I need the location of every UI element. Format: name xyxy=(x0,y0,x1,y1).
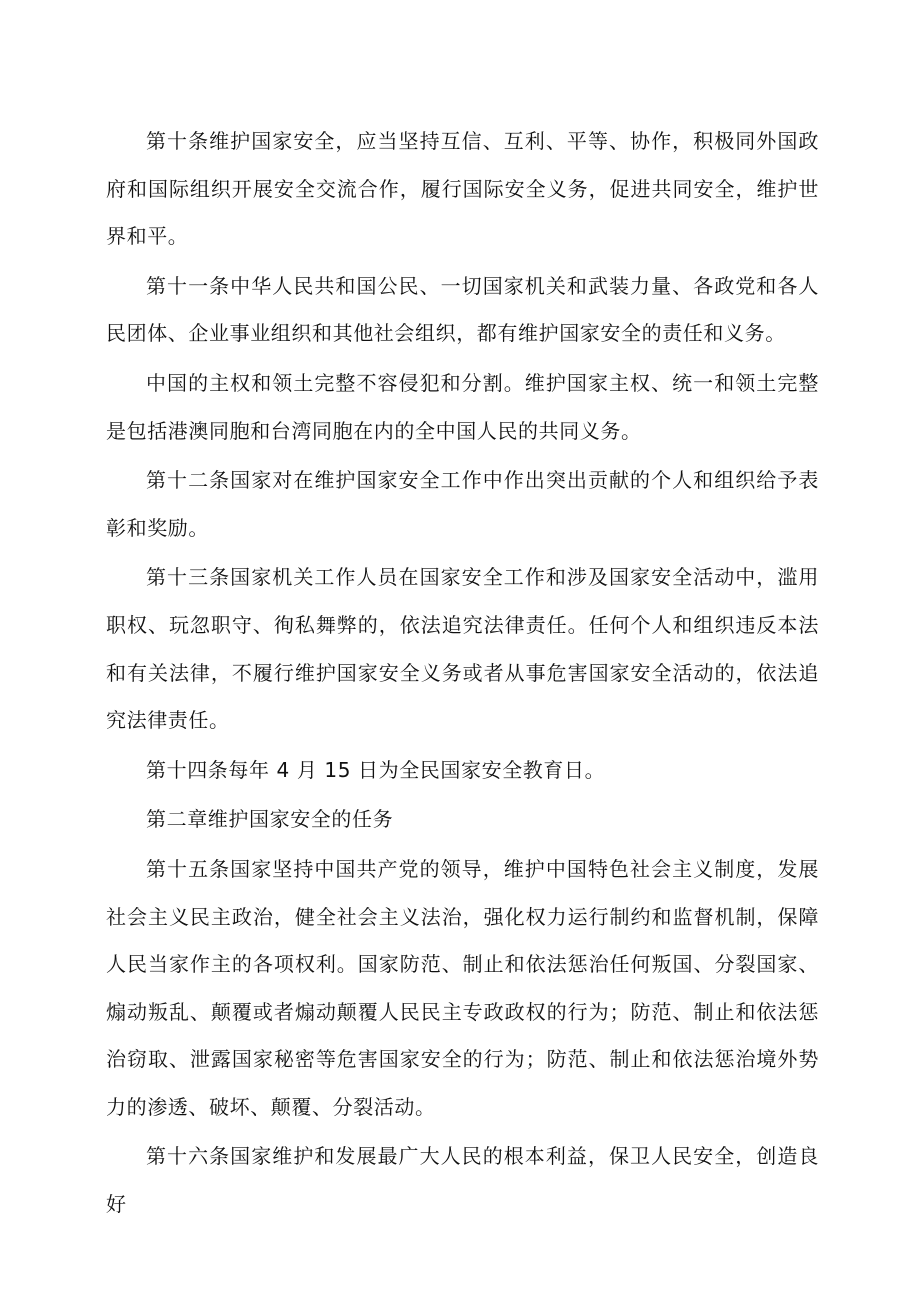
paragraph-article-14: 第十四条每年 4 月 15 日为全民国家安全教育日。 xyxy=(146,757,606,782)
paragraph-article-11: 第十一条中华人民共和国公民、一切国家机关和武装力量、各政党和各人民团体、企业事业组织和其他社会组织，都有维护国家安全的责任和义务。 xyxy=(106,273,819,346)
paragraph-article-12: 第十二条国家对在维护国家安全工作中作出突出贡献的个人和组织给予表彰和奖励。 xyxy=(106,468,819,540)
paragraph-article-10: 第十条维护国家安全，应当坚持互信、互利、平等、协作，积极同外国政府和国际组织开展安全交流合作，履行国际安全义务，促进共同安全，维护世界和平。 xyxy=(106,129,819,249)
paragraph-article-13: 第十三条国家机关工作人员在国家安全工作和涉及国家安全活动中，滥用职权、玩忽职守、徇私舞弊的，依法追究法律责任。任何个人和组织违反本法和有关法律，不履行维护国家安全义务或者从事危害国家安全活动的，依法追究法律责任。 xyxy=(106,565,819,733)
paragraph-sovereignty: 中国的主权和领土完整不容侵犯和分割。维护国家主权、统一和领土完整是包括港澳同胞和台湾同胞在内的全中国人民的共同义务。 xyxy=(106,370,819,443)
chapter-heading: 第二章维护国家安全的任务 xyxy=(146,807,394,832)
paragraph-article-16: 第十六条国家维护和发展最广大人民的根本利益，保卫人民安全，创造良好 xyxy=(106,1144,819,1217)
document-body xyxy=(106,118,819,1231)
paragraph-article-15: 第十五条国家坚持中国共产党的领导，维护中国特色社会主义制度，发展社会主义民主政治，健全社会主义法治，强化权力运行制约和监督机制，保障人民当家作主的各项权利。国家防范、制止和依法惩治任何叛国、分裂国家、煽动叛乱、颠覆或者煽动颠覆人民民主专政政权的行为；防范、制止和依法惩治窃取、泄露国家秘密等危害国家安全的行为；防范、制止和依法惩治境外势力的渗透、破坏、颠覆、分裂活动。 xyxy=(106,856,819,1119)
